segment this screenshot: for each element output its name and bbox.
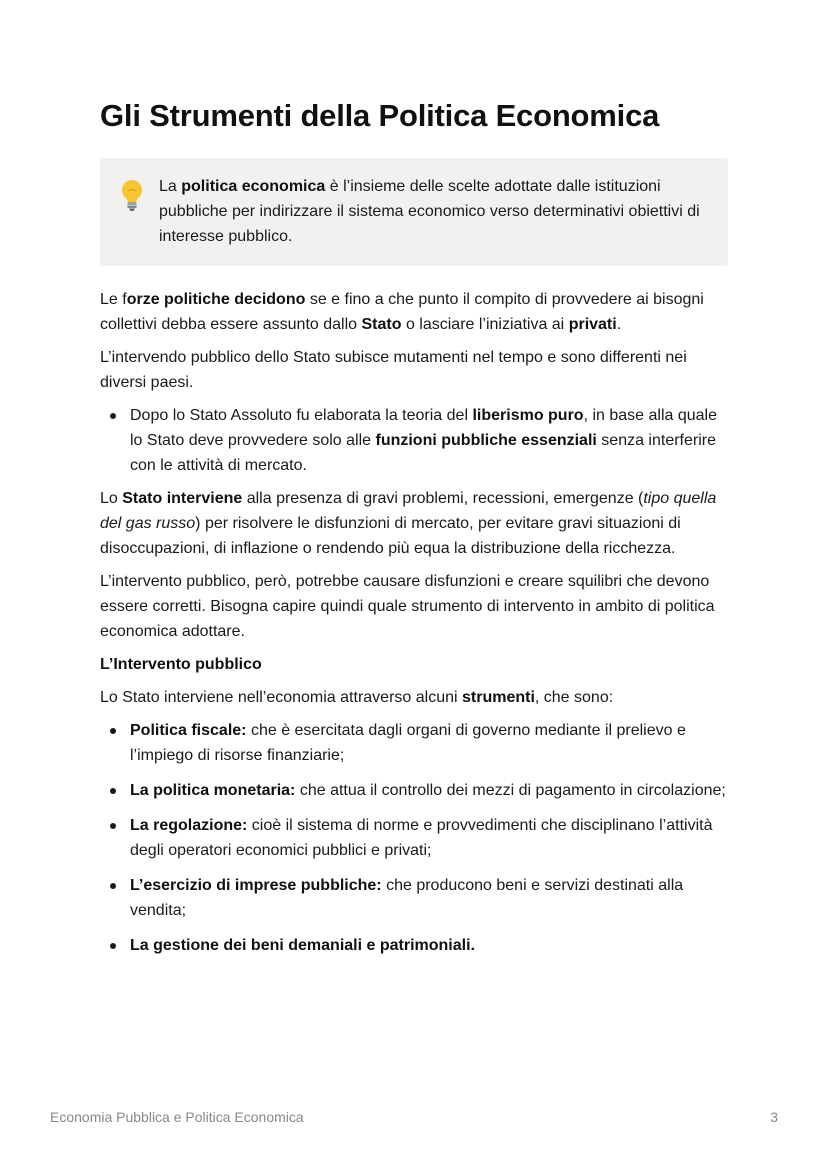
paragraph-strumenti: Lo Stato interviene nell’economia attraverso alcuni strumenti, che sono: [100, 689, 614, 706]
section-heading: L’Intervento pubblico [100, 656, 262, 673]
lightbulb-icon [118, 178, 146, 212]
paragraph-intervendo: L’intervendo pubblico dello Stato subisce mutamenti nel tempo e sono differenti nei diversi paesi. [100, 349, 687, 391]
callout-text: La politica economica è l’insieme delle scelte adottate dalle istituzioni pubbliche per indirizzare il sistema economico verso determinativi obiettivi di interesse pubblico. [159, 178, 700, 245]
paragraph-intervento: L’intervento pubblico, però, potrebbe causare disfunzioni e creare squilibri che devono essere corretti. Bisogna capire quindi quale strumento di intervento in ambito di politica economica adottare. [100, 573, 715, 640]
list-item: La politica monetaria: che attua il controllo dei mezzi di pagamento in circolazione; [130, 778, 730, 803]
list-item: La regolazione: cioè il sistema di norme e provvedimenti che disciplinano l’attività degli operatori economici pubblici e privati; [130, 813, 730, 863]
list-item: Politica fiscale: che è esercitata dagli organi di governo mediante il prelievo e l’impiego di risorse finanziarie; [130, 718, 730, 768]
paragraph-forze-politiche: Le forze politiche decidono se e fino a che punto il compito di provvedere ai bisogni collettivi debba essere assunto dallo Stato o lasciare l’iniziativa ai privati. [100, 291, 704, 333]
callout-box [100, 158, 728, 266]
list-item: Dopo lo Stato Assoluto fu elaborata la teoria del liberismo puro, in base alla quale lo Stato deve provvedere solo alle funzioni pubbliche essenziali senza interferire con le attività di mercato. [130, 403, 730, 478]
paragraph-stato-interviene: Lo Stato interviene alla presenza di gravi problemi, recessioni, emergenze (tipo quella del gas russo) per risolvere le disfunzioni di mercato, per evitare gravi situazioni di disoccupazioni, di inflazione o rendendo più equa la distribuzione della ricchezza. [100, 490, 717, 557]
page-number: 3 [770, 1109, 778, 1125]
instruments-list [100, 718, 730, 958]
document-body [100, 287, 730, 968]
footer-document-title: Economia Pubblica e Politica Economica [50, 1109, 304, 1125]
liberismo-list [100, 403, 730, 478]
list-item: L’esercizio di imprese pubbliche: che producono beni e servizi destinati alla vendita; [130, 873, 730, 923]
page-title: Gli Strumenti della Politica Economica [100, 98, 660, 133]
list-item: La gestione dei beni demaniali e patrimoniali. [130, 933, 730, 958]
